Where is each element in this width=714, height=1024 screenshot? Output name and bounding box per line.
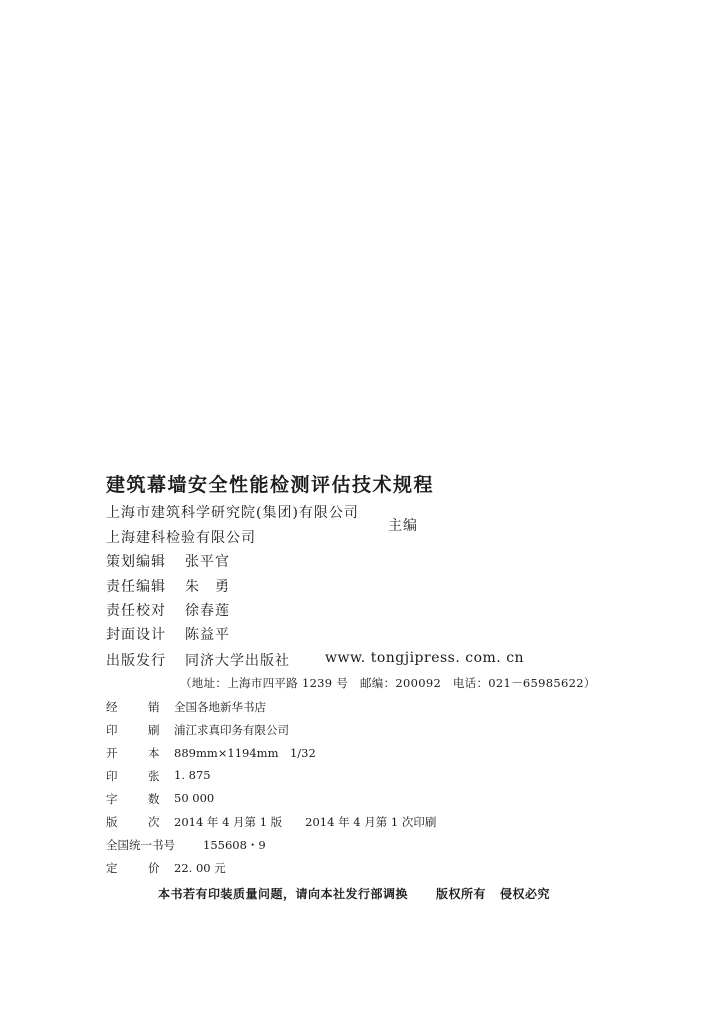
spec-key-1: 印: [106, 723, 118, 737]
spec-key-2: 刷: [148, 723, 160, 737]
spec-key-1: 经: [106, 700, 118, 714]
book-title: 建筑幕墙安全性能检测评估技术规程: [106, 474, 435, 496]
credit-row: [106, 551, 230, 571]
footer-copyright: 版权所有: [436, 887, 487, 901]
credit-value: 徐春莲: [185, 603, 230, 619]
publisher-row: [106, 650, 290, 670]
price-key-2: 价: [148, 861, 160, 875]
spec-value: 浦江求真印务有限公司: [174, 723, 289, 737]
credit-row: [106, 600, 230, 620]
publisher-label: 出版发行: [106, 653, 166, 669]
footer-notice: [158, 885, 550, 902]
credit-label: 策划编辑: [106, 554, 166, 570]
credit-label: 责任编辑: [106, 579, 166, 595]
spec-key-1: 印: [106, 769, 118, 783]
spec-key-2: 本: [148, 746, 160, 760]
spec-key-2: 销: [148, 700, 160, 714]
price-value: 22. 00 元: [174, 861, 226, 875]
spec-key-2: 数: [148, 792, 160, 806]
credit-value: 陈益平: [185, 627, 230, 643]
spec-key-2: 次: [148, 815, 160, 829]
spec-key-2: 张: [148, 769, 160, 783]
isbn-value: 155608・9: [203, 838, 266, 852]
footer-infringement: 侵权必究: [500, 887, 551, 901]
credit-value: 朱 勇: [185, 579, 230, 595]
spec-key-1: 字: [106, 792, 118, 806]
editor-role: 主编: [388, 518, 418, 534]
spec-key-1: 开: [106, 746, 118, 760]
publisher-name: 同济大学出版社: [185, 653, 290, 669]
credit-label: 责任校对: [106, 603, 166, 619]
editor-org-2: 上海建科检验有限公司: [106, 530, 256, 546]
price-key-1: 定: [106, 861, 118, 875]
publisher-url: www. tongjipress. com. cn: [325, 650, 525, 666]
publisher-address: （地址：上海市四平路 1239 号 邮编：200092 电话：021－65985622）: [180, 676, 596, 690]
spec-value: 50 000: [174, 791, 215, 805]
spec-value: 2014 年 4 月第 1 版 2014 年 4 月第 1 次印刷: [174, 815, 437, 829]
spec-key-1: 版: [106, 815, 118, 829]
isbn-label: 全国统一书号: [106, 838, 175, 852]
spec-value: 1. 875: [174, 768, 211, 782]
editor-org-1: 上海市建筑科学研究院(集团)有限公司: [106, 505, 359, 521]
footer-quality-notice: 本书若有印装质量问题，请向本社发行部调换: [158, 887, 409, 901]
spec-value: 全国各地新华书店: [174, 700, 266, 714]
credit-label: 封面设计: [106, 627, 166, 643]
credit-value: 张平官: [185, 554, 230, 570]
credit-row: [106, 576, 230, 596]
spec-value: 889mm×1194mm 1/32: [174, 746, 316, 760]
credit-row: [106, 624, 230, 644]
